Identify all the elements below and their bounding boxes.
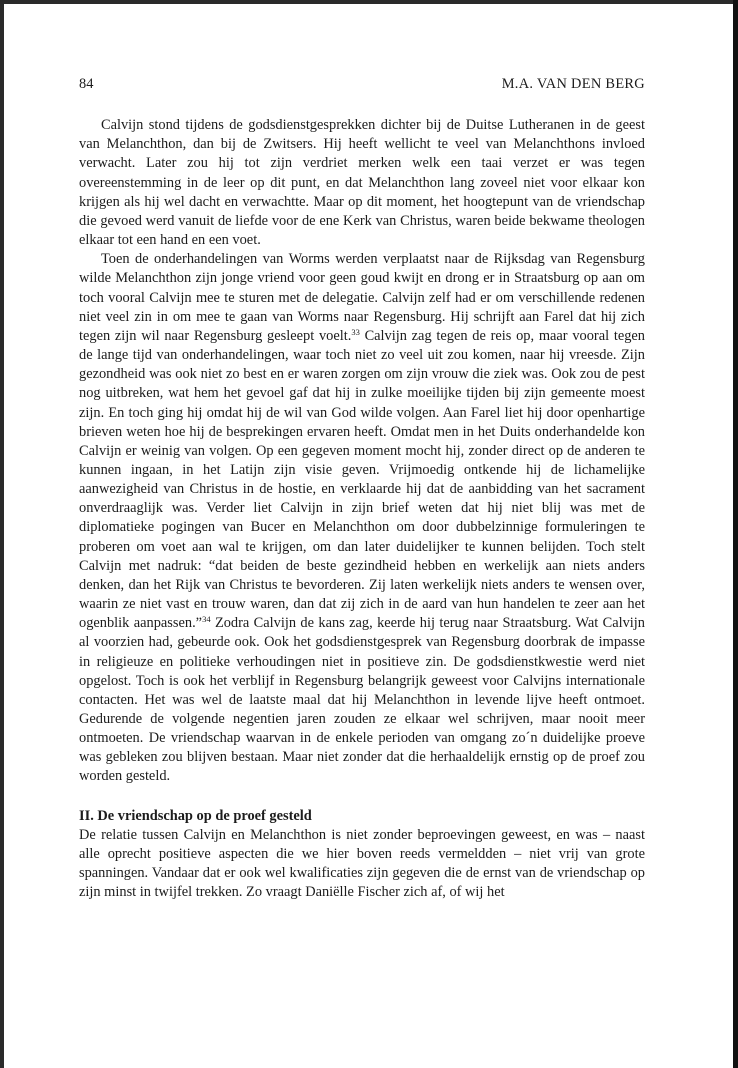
- paragraph-2-part-c: Zodra Calvijn de kans zag, keerde hij terug naar Straatsburg. Wat Calvijn al voorzien had, gebeurde ook. Ook het godsdienstgesprek van Regensburg doorbrak de impasse in religieuze en politieke verhoudingen niet in positieve zin. De godsdienstkwestie werd niet opgelost. Toch is ook het verblijf in Regensburg belangrijk geweest voor Calvijns internationale contacten. Het was wel de laatste maal dat hij Melanchthon in levende lijve heeft ontmoet. Gedurende de volgende negentien jaren zouden ze elkaar wel schrijven, maar nooit meer ontmoeten. De vriendschap waarvan in de enkele perioden van omgang zo´n duidelijke proeve was gebleken zou blijven bestaan. Maar niet zonder dat die herhaaldelijk ernstig op de proef zou worden gesteld.: [79, 615, 646, 785]
- paragraph-1: Calvijn stond tijdens de godsdienstgesprekken dichter bij de Duitse Lutheranen in de geest van Melanchthon, dan bij de Zwitsers. Hij heeft wellicht te veel van Melanchthons invloed verwacht. Later zou hij tot zijn verdriet merken welk een taai verzet er was tegen overeenstemming in de leer op dit punt, en dat Melanchthon lang zoveel niet voor elkaar kon krijgen als hij wel dacht en verwachtte. Maar op dit moment, het hoogtepunt van de vriendschap die gevoed werd vanuit de liefde voor de ene Kerk van Christus, waren beide bekwame theologen elkaar tot een hand en een voet.: [79, 117, 645, 249]
- section-heading: II. De vriendschap op de proef gesteld: [79, 807, 312, 824]
- paragraph-2: [79, 250, 645, 786]
- paragraph-3: De relatie tussen Calvijn en Melanchthon is niet zonder beproevingen geweest, en was – naast alle oprecht positieve aspecten die we hier boven reeds vermeldden – niet vrij van grote spanningen. Vandaar dat er ook wel kwalificaties zijn gegeven die de ernst van de vriendschap op zijn minst in twijfel trekken. Zo vraagt Daniëlle Fischer zich af, of wij het: [79, 826, 645, 901]
- paragraph-2-part-b: Calvijn zag tegen de reis op, maar vooral tegen de lange tijd van onderhandelingen, waar toch niet zo veel uit zou komen, naar hij vreesde. Zijn gezondheid was ook niet zo best en er waren zorgen om zijn vrouw die ziek was. Ook zou de pest nog uitbreken, wat hem het gevoel gaf dat hij in zulke moeilijke tijden bij zijn gemeente moest zijn. En toch ging hij omdat hij de wil van God wilde volgen. Aan Farel liet hij door openhartige brieven weten hoe hij de besprekingen ervaren heeft. Omdat men in het Duits onderhandelde kon Calvijn er weinig van volgen. Op een gegeven moment mocht hij, zonder direct op de anderen te kunnen ingaan, in het Latijn zijn visie geven. Vrijmoedig ontkende hij de lichamelijke aanwezigheid van Christus in de hostie, en verklaarde hij dat de aanbidding van het sacrament onverdraaglijk was. Verder liet Calvijn in zijn brief weten dat hij niet blij was met de diplomatieke pogingen van Bucer en Melanchthon om door dubbelzinnige formuleringen te proberen om voet aan wal te krijgen, om dan later duidelijker te kunnen belijden. Toch stelt Calvijn met nadruk: “dat beiden de beste gezindheid hebben en werkelijk aan niets anders denken, dan het Rijk van Christus te bevorderen. Zij laten werkelijk niets anders te wensen over, waarin ze niet vast en trouw waren, dan dat zij zich in de aard van hun handelen te zeer aan het ogenblik aanpassen.”: [79, 327, 646, 632]
- scan-border-right: [733, 0, 738, 1068]
- page-number: 84: [79, 76, 94, 92]
- running-head: [79, 75, 645, 94]
- scan-border-top: [0, 0, 738, 4]
- page-body: [79, 75, 645, 902]
- running-head-author: M.A. VAN DEN BERG: [501, 76, 645, 92]
- footnote-ref-34[interactable]: 34: [202, 614, 211, 625]
- paragraph-2-part-a: Toen de onderhandelingen van Worms werden verplaatst naar de Rijksdag van Regensburg wilde Melanchthon zijn jonge vriend voor geen goud kwijt en drong er in Straatsburg op aan om toch vooral Calvijn mee te sturen met de delegatie. Calvijn zelf had er om verschillende redenen niet veel zin in om mee te gaan van Worms naar Regensburg. Hij schrijft aan Farel dat hij zich tegen zijn wil naar Regensburg gesleept voelt.: [79, 251, 645, 344]
- footnote-ref-33[interactable]: 33: [351, 326, 360, 337]
- scan-border-left: [0, 0, 4, 1068]
